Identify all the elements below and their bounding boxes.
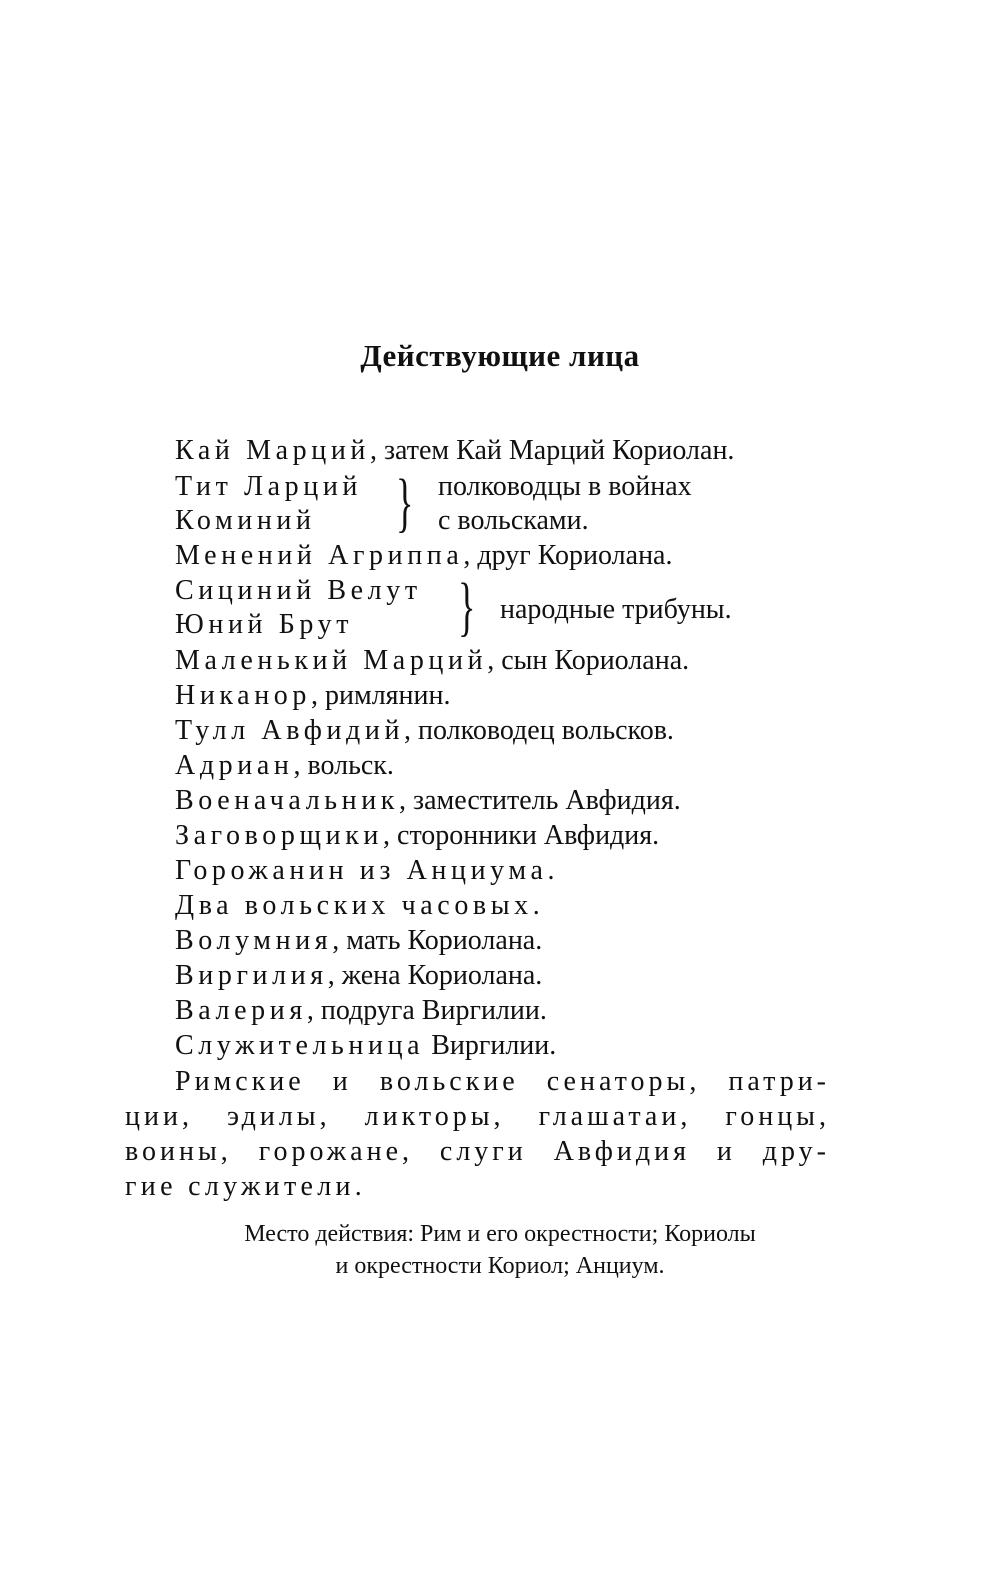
character-line — [175, 433, 734, 469]
character-desc: , затем Кай Марций Кориолан. — [370, 435, 735, 466]
group-desc: с вольсками. — [438, 505, 589, 536]
brace-icon: } — [396, 466, 414, 539]
group-name: Тит Ларций — [175, 471, 362, 502]
place-of-action — [0, 1218, 1000, 1282]
place-line: и окрестности Кориол; Анциум. — [335, 1253, 665, 1279]
character-line: Два вольских часовых. — [175, 890, 545, 921]
group-name: Юний Брут — [175, 609, 354, 640]
character-name: Кай Марций — [175, 435, 370, 466]
paragraph-line: воины, горожане, слуги Авфидия и дру- — [125, 1136, 830, 1167]
place-line: Место действия: Рим и его окрестности; Кориолы — [244, 1221, 756, 1247]
character-line: Служительница Виргилии. — [175, 1030, 557, 1061]
group-desc: полководцы в войнах — [438, 471, 692, 502]
character-line: Никанор, римлянин. — [175, 680, 451, 711]
group-name: Коминий — [175, 505, 316, 536]
group-name: Сициний Велут — [175, 575, 422, 606]
character-line: Тулл Авфидий, полководец вольсков. — [175, 715, 674, 746]
character-line: Менений Агриппа, друг Кориолана. — [175, 540, 673, 571]
character-line: Валерия, подруга Виргилии. — [175, 995, 547, 1026]
character-line: Виргилия, жена Кориолана. — [175, 960, 543, 991]
group-desc: народные трибуны. — [500, 594, 732, 625]
character-line: Маленький Марций, сын Кориолана. — [175, 645, 690, 676]
character-line: Военачальник, заместитель Авфидия. — [175, 785, 681, 816]
character-line: Горожанин из Анциума. — [175, 855, 560, 886]
others-paragraph — [125, 1064, 830, 1204]
paragraph-line: гие служители. — [125, 1171, 367, 1202]
paragraph-line: Римские и вольские сенаторы, патри- — [175, 1066, 830, 1097]
character-line: Адриан, вольск. — [175, 750, 394, 781]
character-line: Заговорщики, сторонники Авфидия. — [175, 820, 660, 851]
page-title: Действующие лица — [360, 338, 640, 373]
paragraph-line: ции, эдилы, ликторы, глашатаи, гонцы, — [125, 1101, 830, 1132]
character-line: Волумния, мать Кориолана. — [175, 925, 543, 956]
brace-icon: } — [458, 570, 476, 643]
